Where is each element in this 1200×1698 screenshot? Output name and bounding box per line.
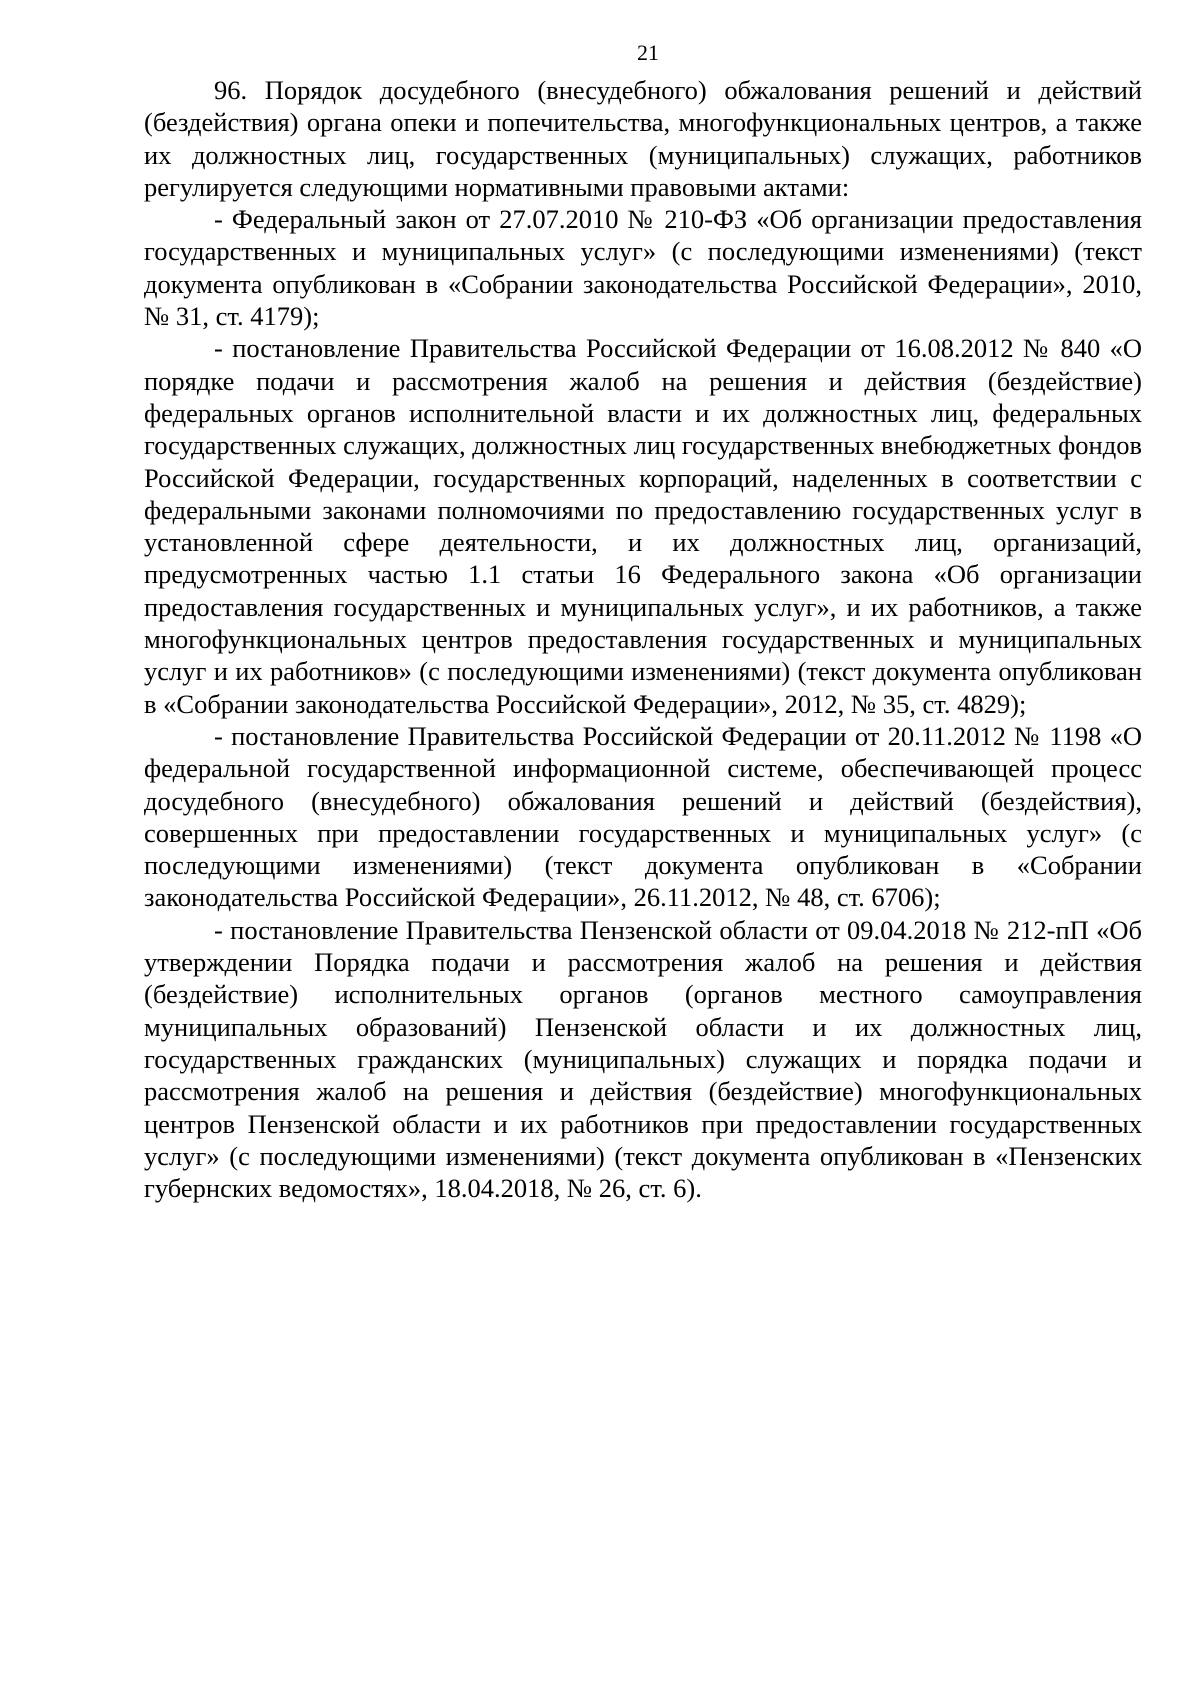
- paragraph-resolution-212-pp: - постановление Правительства Пензенской области от 09.04.2018 № 212-пП «Об утверждении Порядка подачи и рассмотрения жалоб на решения и действия (бездействие) исполнительных органов (органов местного самоуправления муниципальных образований) Пензенской области и их должностных лиц, государственных гражданских (муниципальных) служащих и порядка подачи и рассмотрения жалоб на решения и действия (бездействие) многофункциональных центров Пензенской области и их работников при предоставлении государственных услуг» (с последующими изменениями) (текст документа опубликован в «Пензенских губернских ведомостях», 18.04.2018, № 26, ст. 6).: [144, 914, 1142, 1204]
- document-body: [144, 74, 1142, 1204]
- paragraph-resolution-840: - постановление Правительства Российской Федерации от 16.08.2012 № 840 «О порядке подачи и рассмотрения жалоб на решения и действия (бездействие) федеральных органов исполнительной власти и их должностных лиц, федеральных государственных служащих, должностных лиц государственных внебюджетных фондов Российской Федерации, государственных корпораций, наделенных в соответствии с федеральными законами полномочиями по предоставлению государственных услуг в установленной сфере деятельности, и их должностных лиц, организаций, предусмотренных частью 1.1 статьи 16 Федерального закона «Об организации предоставления государственных и муниципальных услуг», и их работников, а также многофункциональных центров предоставления государственных и муниципальных услуг и их работников» (с последующими изменениями) (текст документа опубликован в «Собрании законодательства Российской Федерации», 2012, № 35, ст. 4829);: [144, 333, 1142, 719]
- paragraph-96-intro: 96. Порядок досудебного (внесудебного) обжалования решений и действий (бездействия) органа опеки и попечительства, многофункциональных центров, а также их должностных лиц, государственных (муниципальных) служащих, работников регулируется следующими нормативными правовыми актами:: [144, 75, 1142, 202]
- paragraph-resolution-1198: - постановление Правительства Российской Федерации от 20.11.2012 № 1198 «О федеральной государственной информационной системе, обеспечивающей процесс досудебного (внесудебного) обжалования решений и действий (бездействия), совершенных при предоставлении государственных и муниципальных услуг» (с последующими изменениями) (текст документа опубликован в «Собрании законодательства Российской Федерации», 26.11.2012, № 48, ст. 6706);: [144, 720, 1142, 913]
- page-number: 21: [637, 40, 659, 65]
- paragraph-federal-law-210: - Федеральный закон от 27.07.2010 № 210-ФЗ «Об организации предоставления государственных и муниципальных услуг» (с последующими изменениями) (текст документа опубликован в «Собрании законодательства Российской Федерации», 2010, № 31, ст. 4179);: [144, 204, 1142, 332]
